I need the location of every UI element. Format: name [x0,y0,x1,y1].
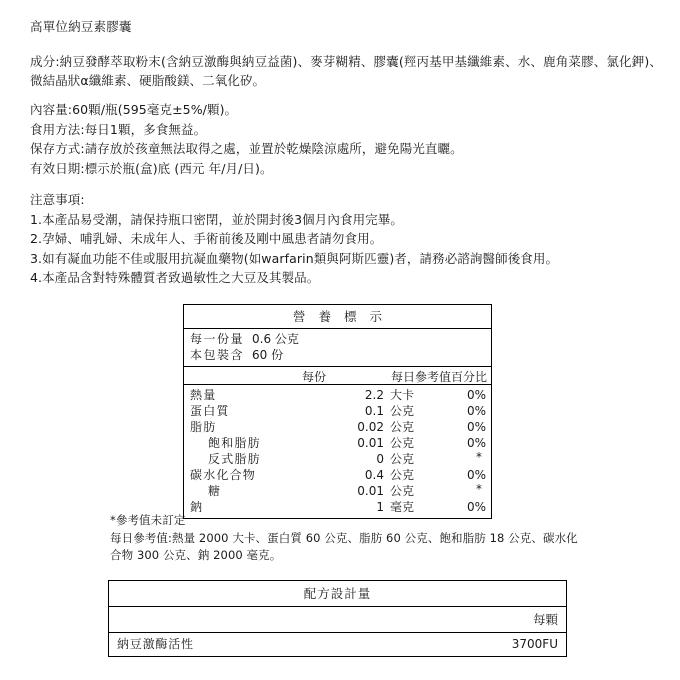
nutrient-unit: 公克 [390,420,415,434]
nutrient-name: 糖 [208,484,222,498]
nutrition-table-header: 營養標示 [184,305,491,329]
ingredients-paragraph: 成分:納豆發酵萃取粉末(含納豆激酶與納豆益菌)、麥芽糊精、膠囊(羥丙基甲基纖維素、水、鹿角菜膠、氯化鉀)、微結晶狀α纖維素、硬脂酸鎂、二氧化矽。 [30,54,662,88]
nutrient-value: 2.2 [364,388,384,402]
serving-size-label: 每一份量 [190,332,245,346]
warning-item: 2.孕婦、哺乳婦、未成年人、手術前後及剛中風患者請勿食用。 [30,231,383,246]
column-header-daily-value: 每日參考值百分比 [390,370,487,384]
nutrition-row [184,483,491,499]
page-title: 高單位納豆素膠囊 [30,19,132,34]
nutrient-value: 0.02 [357,420,384,434]
column-header-per-serving: 每份 [302,370,327,384]
spec-expiry: 有效日期:標示於瓶(盒)底 (西元 年/月/日)。 [30,160,273,176]
nutrition-row [184,451,491,467]
footnotes-block [110,512,580,564]
nutrition-row [184,419,491,435]
warnings-block [30,190,670,288]
warning-item: 3.如有凝血功能不佳或服用抗凝血藥物(如warfarin類與阿斯匹靈)者，請務必諮詢醫師後食用。 [30,250,559,266]
nutrient-name: 蛋白質 [190,404,230,418]
spec-storage: 保存方式:請存放於孩童無法取得之處，並置於乾燥陰涼處所，避免陽光直曬。 [30,141,463,156]
warnings-heading: 注意事項: [30,192,85,207]
nutrition-facts-table [183,304,492,519]
nutrient-value: 0.4 [364,468,384,482]
nutrient-unit: 公克 [390,436,415,450]
nutrient-unit: 公克 [390,468,415,482]
nutrient-value: 0.01 [357,484,384,498]
servings-per-pack-row [190,347,491,363]
formula-table-header: 配方設計量 [109,581,566,607]
formula-row [109,633,566,656]
nutrient-name: 鈉 [190,500,204,514]
nutrient-name: 飽和脂肪 [208,436,261,450]
nutrient-value: 1 [376,500,384,514]
nutrition-rows [184,385,491,518]
nutrient-daily-value: 0% [466,420,486,434]
spec-net-content: 內容量:60顆/瓶(595毫克±5%/顆)。 [30,102,238,117]
product-specs-block [30,100,670,178]
spec-directions: 食用方法:每日1顆，多食無益。 [30,121,207,137]
footnote-daily-reference: 每日參考值:熱量 2000 大卡、蛋白質 60 公克、脂肪 60 公克、飽和脂肪 18 公克、碳水化合物 300 公克、鈉 2000 毫克。 [110,531,578,562]
formula-item-value: 3700FU [511,637,558,651]
nutrient-name: 反式脂肪 [208,452,261,466]
serving-size-value: 0.6 公克 [252,332,299,346]
nutrition-row [184,435,491,451]
nutrient-value: 0.1 [364,404,384,418]
nutrient-value: 0 [376,452,384,466]
warning-item: 4.本產品含對特殊體質者致過敏性之大豆及其製品。 [30,270,320,285]
nutrition-row [184,387,491,403]
servings-per-pack-label: 本包裝含 [190,348,245,362]
nutrient-value: 0.01 [357,436,384,450]
nutrient-unit: 公克 [390,484,415,498]
nutrient-unit: 公克 [390,404,415,418]
nutrient-daily-value: * [476,450,482,464]
warning-item: 1.本產品易受潮，請保持瓶口密閉，並於開封後3個月內食用完畢。 [30,211,403,227]
servings-per-pack-value: 60 份 [252,348,284,362]
nutrition-serving-block [184,329,491,367]
nutrient-daily-value: * [476,482,482,496]
nutrient-daily-value: 0% [466,500,486,514]
formula-item-name: 納豆激酶活性 [117,637,194,651]
serving-size-row [190,331,491,347]
nutrient-name: 熱量 [190,388,217,402]
nutrient-name: 脂肪 [190,420,217,434]
nutrition-row [184,403,491,419]
nutrient-daily-value: 0% [466,436,486,450]
nutrient-daily-value: 0% [466,404,486,418]
footnote-star-note: *參考值未訂定 [110,513,186,527]
nutrient-unit: 公克 [390,452,415,466]
formula-design-table [108,580,567,657]
nutrient-unit: 大卡 [390,388,415,402]
nutrient-name: 碳水化合物 [190,468,257,482]
formula-column-header-per-capsule: 每顆 [109,607,566,633]
nutrient-daily-value: 0% [466,388,486,402]
nutrition-row [184,467,491,483]
nutrient-unit: 毫克 [390,500,415,514]
nutrient-daily-value: 0% [466,468,486,482]
nutrition-column-headers [184,367,491,385]
